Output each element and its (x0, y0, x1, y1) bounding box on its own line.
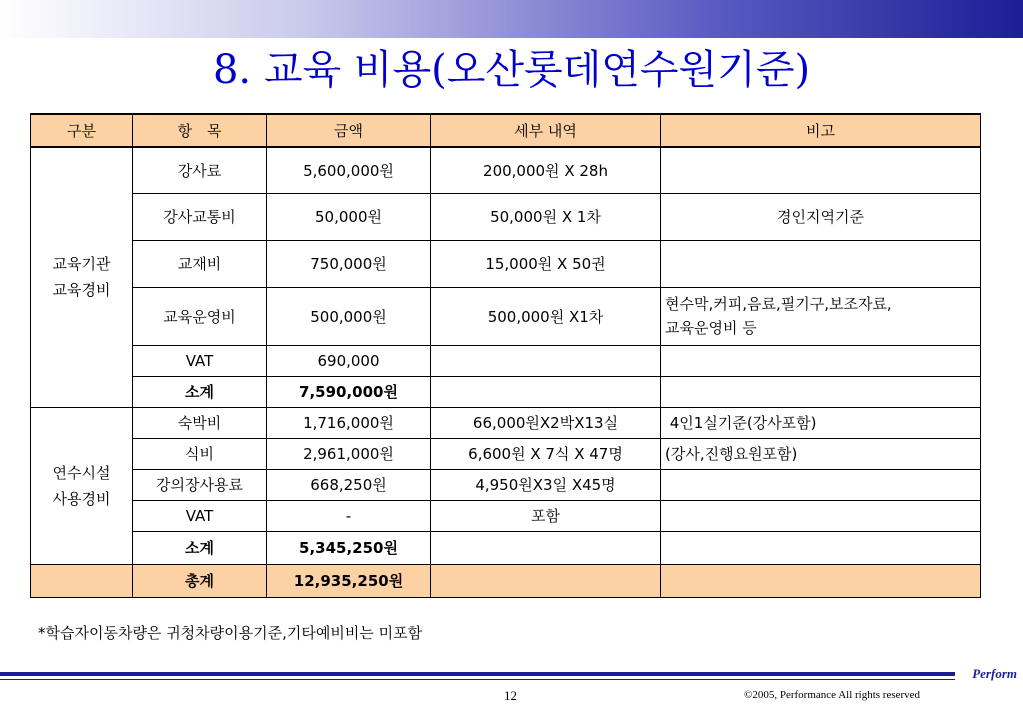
table-row (31, 345, 981, 376)
group-label-line: 연수시설 (52, 463, 111, 482)
cell-remark (661, 376, 981, 407)
cell-item: VAT (133, 500, 267, 531)
cell-amount: 5,600,000원 (267, 147, 431, 193)
cell-item: 총계 (133, 564, 267, 597)
copyright-text: ©2005, Performance All rights reserved (744, 689, 921, 701)
header-remark: 비고 (661, 114, 981, 147)
table-header-row (31, 114, 981, 147)
cell-amount: 7,590,000원 (267, 376, 431, 407)
header-amount: 금액 (267, 114, 431, 147)
table-row (31, 240, 981, 287)
cell-item: VAT (133, 345, 267, 376)
cell-amount: 1,716,000원 (267, 407, 431, 438)
cell-detail: 200,000원 X 28h (431, 147, 661, 193)
cell-detail (431, 345, 661, 376)
cell-item: 교육운영비 (133, 287, 267, 345)
group-label-education (31, 147, 133, 407)
cell-item: 강의장사용료 (133, 469, 267, 500)
page-number: 12 (504, 688, 517, 703)
table-row (31, 147, 981, 193)
cell-empty (31, 564, 133, 597)
cell-empty (661, 564, 981, 597)
footer-rule-thick (0, 672, 955, 676)
table-row (31, 500, 981, 531)
cell-amount: 5,345,250원 (267, 531, 431, 564)
slide-title: 8. 교육 비용(오산롯데연수원기준) (212, 47, 811, 93)
cell-remark (661, 531, 981, 564)
cell-remark (661, 287, 981, 345)
cell-detail: 6,600원 X 7식 X 47명 (431, 438, 661, 469)
cell-item: 교재비 (133, 240, 267, 287)
cell-item: 숙박비 (133, 407, 267, 438)
remark-line: 교육운영비 등 (665, 319, 757, 337)
group-label-line: 교육기관 (52, 255, 111, 274)
cell-detail: 포함 (431, 500, 661, 531)
brand-logo-text: Perform (972, 666, 1017, 681)
subtotal-row (31, 376, 981, 407)
remark-line: 현수막,커피,음료,필기구,보조자료, (665, 295, 892, 313)
cell-remark (661, 147, 981, 193)
group-label-line: 사용경비 (52, 489, 111, 508)
header-detail: 세부 내역 (431, 114, 661, 147)
cell-detail: 50,000원 X 1차 (431, 193, 661, 240)
header-category: 구분 (31, 114, 133, 147)
cell-amount: 500,000원 (267, 287, 431, 345)
cell-amount: 668,250원 (267, 469, 431, 500)
cell-empty (431, 564, 661, 597)
cell-remark (661, 500, 981, 531)
cell-item: 식비 (133, 438, 267, 469)
table-row (31, 438, 981, 469)
header-item: 항 목 (133, 114, 267, 147)
cell-remark: 4인1실기준(강사포함) (661, 407, 981, 438)
cost-table (30, 113, 981, 598)
cell-item: 강사료 (133, 147, 267, 193)
cell-remark (661, 345, 981, 376)
cell-remark (661, 240, 981, 287)
cell-item: 소계 (133, 531, 267, 564)
table-row (31, 193, 981, 240)
cell-remark: 경인지역기준 (661, 193, 981, 240)
cell-item: 소계 (133, 376, 267, 407)
group-label-line: 교육경비 (52, 281, 111, 300)
cell-amount: 50,000원 (267, 193, 431, 240)
cell-detail (431, 531, 661, 564)
cell-amount: 750,000원 (267, 240, 431, 287)
cell-amount: 12,935,250원 (267, 564, 431, 597)
cell-remark: (강사,진행요원포함) (661, 438, 981, 469)
cell-amount: 2,961,000원 (267, 438, 431, 469)
cell-detail: 500,000원 X1차 (431, 287, 661, 345)
cell-detail: 66,000원X2박X13실 (431, 407, 661, 438)
total-row (31, 564, 981, 597)
group-label-facility (31, 407, 133, 564)
cell-detail (431, 376, 661, 407)
cell-detail: 15,000원 X 50권 (431, 240, 661, 287)
top-gradient-band (0, 0, 1023, 38)
footer-rule-thin (0, 679, 955, 680)
table-row (31, 287, 981, 345)
subtotal-row (31, 531, 981, 564)
table-row (31, 469, 981, 500)
table-row (31, 407, 981, 438)
cell-remark (661, 469, 981, 500)
cell-item: 강사교통비 (133, 193, 267, 240)
cell-amount: 690,000 (267, 345, 431, 376)
cell-amount: - (267, 500, 431, 531)
cell-detail: 4,950원X3일 X45명 (431, 469, 661, 500)
footnote: *학습자이동차량은 귀청차량이용기준,기타예비비는 미포함 (38, 624, 423, 642)
